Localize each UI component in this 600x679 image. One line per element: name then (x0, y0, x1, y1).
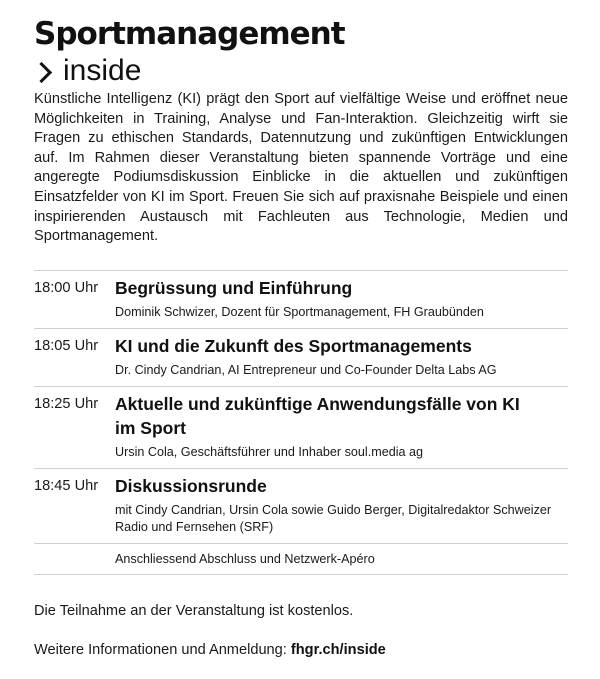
schedule-time: 18:45 Uhr (34, 477, 99, 494)
schedule-time: 18:00 Uhr (34, 279, 99, 296)
registration-info (34, 640, 568, 660)
schedule-row (34, 271, 568, 329)
schedule-table (34, 270, 568, 575)
schedule-content (115, 329, 568, 386)
schedule-content (115, 469, 568, 543)
subtitle-text: inside (63, 54, 142, 87)
schedule-content (115, 271, 568, 328)
session-title: Aktuelle und zukünftige Anwendungsfälle von KI im Sport (115, 393, 520, 438)
schedule-row-closing (34, 544, 568, 575)
session-speaker: Ursin Cola, Geschäftsführer und Inhaber soul.media ag (115, 444, 424, 459)
schedule-content (115, 387, 568, 468)
session-title: Diskussionsrunde (115, 475, 267, 496)
event-flyer (34, 14, 568, 679)
page-subtitle (34, 54, 568, 88)
registration-link[interactable]: fhgr.ch/inside (290, 641, 386, 658)
registration-text: Weitere Informationen und Anmeldung: (34, 641, 291, 658)
session-title: KI und die Zukunft des Sportmanagements (115, 335, 472, 356)
schedule-row (34, 329, 568, 387)
chevron-right-icon (31, 61, 52, 82)
intro-paragraph: Künstliche Intelligenz (KI) prägt den Sport auf vielfältige Weise und eröffnet neue Möglichkeiten in Training, Analyse und Fan-Interaktion. Gleichzeitig wirft sie Fragen zu ethischen Standards, Datennutzung und zukünftigen Entwicklungen auf. Im Rahmen dieser Veranstaltung bieten spannende Vorträge und eine angeregte Podiumsdiskussion Einblicke in die aktuellen und zukünftigen Einsatzfelder von KI im Sport. Freuen Sie sich auf praxisnahe Beispiele und einen inspirierenden Austausch mit Fachleuten aus Technologie, Medien und Sportmanagement. (34, 91, 568, 245)
schedule-time-empty (34, 544, 115, 574)
page-title: Sportmanagement (34, 16, 345, 52)
schedule-time: 18:25 Uhr (34, 395, 99, 412)
schedule-row (34, 469, 568, 544)
footer (34, 601, 568, 660)
schedule-time: 18:05 Uhr (34, 337, 99, 354)
free-admission-note: Die Teilnahme an der Veranstaltung ist kostenlos. (34, 602, 354, 619)
session-speaker: mit Cindy Candrian, Ursin Cola sowie Guido Berger, Digitalredaktor Schweizer Radio und Fernsehen (SRF) (115, 502, 552, 534)
schedule-content (115, 544, 568, 574)
closing-note: Anschliessend Abschluss und Netzwerk-Apéro (115, 551, 375, 566)
session-title: Begrüssung und Einführung (115, 277, 353, 298)
schedule-row (34, 387, 568, 469)
session-speaker: Dominik Schwizer, Dozent für Sportmanagement, FH Graubünden (115, 304, 484, 319)
session-speaker: Dr. Cindy Candrian, AI Entrepreneur und Co-Founder Delta Labs AG (115, 362, 497, 377)
